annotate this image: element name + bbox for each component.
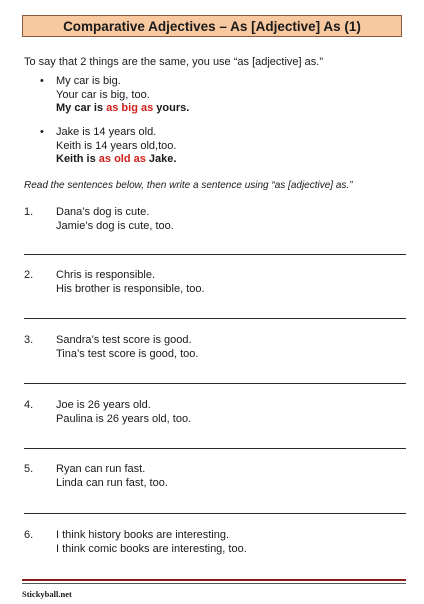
example-1 <box>40 75 189 116</box>
question-line: I think comic books are interesting, too. <box>56 543 247 555</box>
answer-line[interactable] <box>24 448 406 449</box>
question-3 <box>24 333 198 361</box>
example-line: My car is big. <box>56 75 121 87</box>
example-line: Jake is 14 years old. <box>56 126 157 138</box>
example-line: Keith is 14 years old,too. <box>56 139 177 152</box>
question-number: 1. <box>24 206 34 218</box>
question-1 <box>24 205 174 233</box>
bullet-icon: • <box>40 126 44 138</box>
question-line: Jamie’s dog is cute, too. <box>56 220 174 232</box>
question-line: Sandra’s test score is good. <box>56 334 192 346</box>
question-5 <box>24 462 168 490</box>
example-2 <box>40 126 176 167</box>
question-number: 6. <box>24 529 34 541</box>
footer-rule <box>22 579 406 581</box>
bullet-icon: • <box>40 75 44 87</box>
answer-line[interactable] <box>24 318 406 319</box>
question-line: Chris is responsible. <box>56 269 156 281</box>
footer-rule-thin <box>22 583 406 584</box>
question-line: I think history books are interesting. <box>56 529 230 541</box>
example-line: Your car is big, too. <box>56 88 150 101</box>
answer-line[interactable] <box>24 513 406 514</box>
question-number: 4. <box>24 399 34 411</box>
question-line: Paulina is 26 years old, too. <box>56 413 192 425</box>
question-6 <box>24 528 247 556</box>
question-4 <box>24 398 191 426</box>
intro-text: To say that 2 things are the same, you use “as [adjective] as.” <box>24 56 323 68</box>
worksheet-title: Comparative Adjectives – As [Adjective] As (1) <box>22 15 402 37</box>
question-line: Ryan can run fast. <box>56 463 146 475</box>
answer-line[interactable] <box>24 254 406 255</box>
example-result: My car is as big as yours. <box>56 102 190 114</box>
question-line: His brother is responsible, too. <box>56 283 205 295</box>
question-line: Tina’s test score is good, too. <box>56 348 199 360</box>
question-2 <box>24 268 205 296</box>
question-number: 2. <box>24 269 34 281</box>
question-number: 3. <box>24 334 34 346</box>
footer-source: Stickyball.net <box>22 589 72 599</box>
answer-line[interactable] <box>24 383 406 384</box>
question-number: 5. <box>24 463 34 475</box>
question-line: Joe is 26 years old. <box>56 399 151 411</box>
instructions: Read the sentences below, then write a sentence using “as [adjective] as.” <box>24 180 353 191</box>
example-result: Keith is as old as Jake. <box>56 153 177 165</box>
question-line: Dana’s dog is cute. <box>56 206 150 218</box>
question-line: Linda can run fast, too. <box>56 477 168 489</box>
